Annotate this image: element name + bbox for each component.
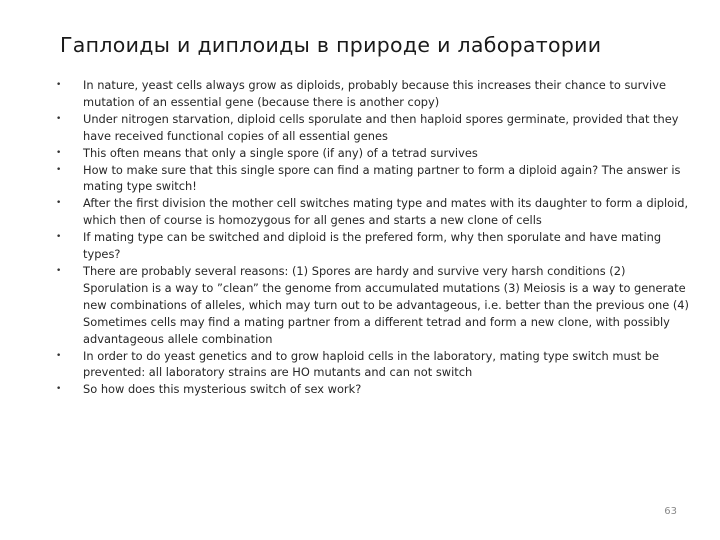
- bullet-text: Under nitrogen starvation, diploid cells sporulate and then haploid spores germinate, provided that they have received functional copies of all essential genes: [83, 111, 679, 143]
- bullet-icon: •: [56, 265, 62, 276]
- bullet-text: In order to do yeast genetics and to grow haploid cells in the laboratory, mating type switch must be prevented: all laboratory strains are HO mutants and can not switch: [83, 348, 659, 380]
- bullet-item: [52, 229, 692, 263]
- bullet-icon: •: [56, 232, 62, 243]
- bullet-item: [52, 195, 692, 229]
- bullet-icon: •: [56, 350, 62, 361]
- bullet-item: [52, 162, 692, 196]
- bullet-item: [52, 77, 692, 111]
- bullet-icon: •: [56, 113, 62, 124]
- bullet-icon: •: [56, 147, 62, 158]
- slide-title: Гаплоиды и диплоиды в природе и лаборатории: [60, 33, 602, 57]
- bullet-text: In nature, yeast cells always grow as diploids, probably because this increases their chance to survive mutation of an essential gene (because there is another copy): [83, 78, 666, 109]
- page-number: 63: [664, 506, 677, 517]
- bullet-text: If mating type can be switched and diploid is the prefered form, why then sporulate and have mating types?: [83, 230, 662, 262]
- bullet-text: After the first division the mother cell switches mating type and mates with its daughter to form a diploid, which then of course is homozygous for all genes and starts a new clone of cells: [83, 196, 689, 228]
- bullet-text: So how does this mysterious switch of sex work?: [83, 382, 362, 397]
- bullet-item: [52, 348, 692, 382]
- bullet-item: [52, 145, 692, 162]
- bullet-item: [52, 111, 692, 145]
- bullet-icon: •: [56, 198, 62, 209]
- bullet-text: This often means that only a single spore (if any) of a tetrad survives: [83, 145, 478, 160]
- bullet-icon: •: [56, 384, 62, 395]
- bullet-icon: •: [56, 164, 62, 175]
- bullet-text: How to make sure that this single spore can find a mating partner to form a diploid again? The answer is mating type switch!: [83, 162, 681, 194]
- bullet-list: [52, 77, 692, 398]
- bullet-text: There are probably several reasons: (1) Spores are hardy and survive very harsh conditions (2) Sporulation is a way to ”clean” the genome from accumulated mutations (3) Meiosis is a way to generate new combinations of alleles, which may turn out to be advantageous, i.e. better than the previous one (4) Sometimes cells may find a mating partner from a different tetrad and form a new clone, with possibly advantageous allele combination: [83, 263, 689, 346]
- bullet-item: [52, 263, 692, 348]
- bullet-icon: •: [56, 80, 62, 90]
- bullet-item: [52, 381, 692, 398]
